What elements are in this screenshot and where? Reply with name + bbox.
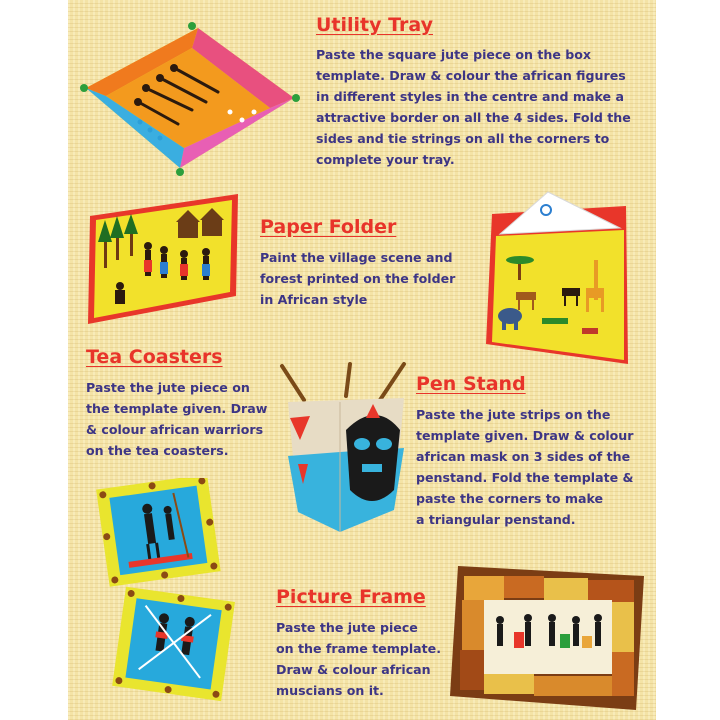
pen-stand-title: Pen Stand [416, 373, 526, 395]
paper-folder-description: Paint the village scene and forest printed on the folder in African style [260, 250, 456, 307]
utility-tray-image [80, 12, 300, 182]
pen-stand-description: Paste the jute strips on the template given. Draw & colour african mask on 3 sides of the penstand. Fold the template & paste the corners to make a triangular penstand. [416, 407, 634, 527]
craft-instruction-sheet [68, 0, 656, 720]
picture-frame-title: Picture Frame [276, 586, 426, 608]
tea-coasters-image [94, 478, 239, 708]
tea-coasters-title: Tea Coasters [86, 346, 223, 368]
paper-folder-title: Paper Folder [260, 216, 397, 238]
picture-frame-description: Paste the jute piece on the frame template. Draw & colour african muscians on it. [276, 620, 442, 698]
pen-stand-image [276, 360, 416, 540]
picture-frame-image [448, 562, 648, 712]
tea-coasters-description: Paste the jute piece on the template given. Draw & colour african warriors on the tea coasters. [86, 380, 268, 458]
utility-tray-title: Utility Tray [316, 14, 433, 36]
village-scene-image [84, 194, 244, 329]
utility-tray-description: Paste the square jute piece on the box template. Draw & colour the african figures in different styles in the centre and make a attractive border on all the 4 sides. Fold the sides and tie strings on all the corners to complete your tray. [316, 47, 631, 167]
paper-folder-image [482, 188, 632, 366]
